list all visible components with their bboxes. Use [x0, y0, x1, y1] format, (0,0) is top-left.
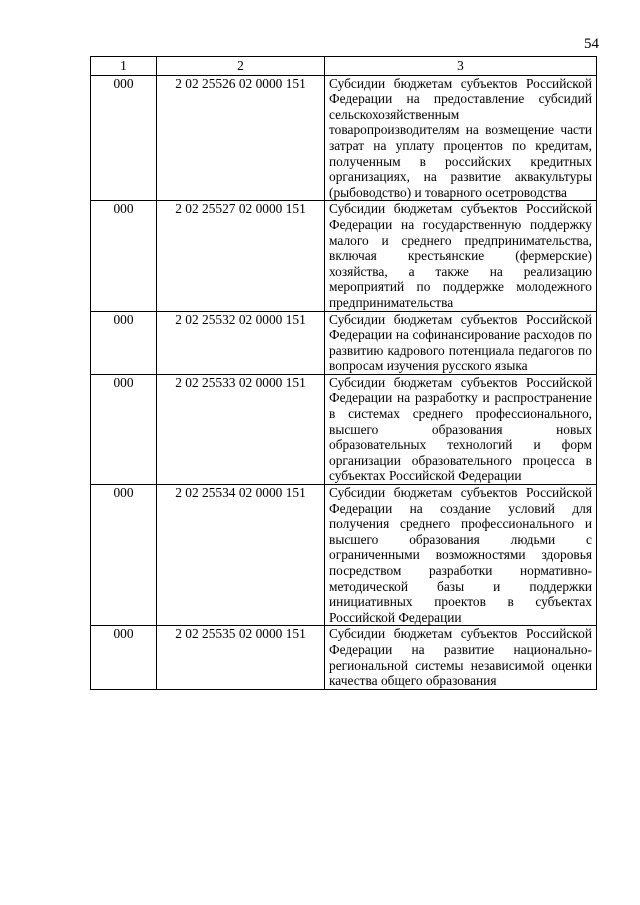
budget-code-cell: 2 02 25535 02 0000 151: [157, 626, 325, 689]
admin-code-cell: 000: [91, 311, 157, 374]
budget-code-cell: 2 02 25526 02 0000 151: [157, 75, 325, 201]
budget-code-cell: 2 02 25534 02 0000 151: [157, 485, 325, 626]
table-row: [91, 201, 597, 311]
admin-code-cell: 000: [91, 75, 157, 201]
budget-code-cell: 2 02 25527 02 0000 151: [157, 201, 325, 311]
budget-code-cell: 2 02 25532 02 0000 151: [157, 311, 325, 374]
column-header-2: 2: [157, 57, 325, 76]
income-name-cell: Субсидии бюджетам субъектов Российской Федерации на государственную поддержку малого и среднего предпринимательства, включая крестьянские (фермерские) хозяйства, а также на реализацию мероприятий по поддержке молодежного предпринимательства: [325, 201, 597, 311]
column-header-3: 3: [325, 57, 597, 76]
table-row: [91, 75, 597, 201]
table-row: [91, 626, 597, 689]
table-row: [91, 374, 597, 484]
income-name-cell: Субсидии бюджетам субъектов Российской Федерации на развитие национально-региональной системы независимой оценки качества общего образования: [325, 626, 597, 689]
table-row: [91, 485, 597, 626]
budget-classification-table: [90, 56, 597, 690]
admin-code-cell: 000: [91, 485, 157, 626]
page-number: 54: [584, 36, 599, 52]
income-name-cell: Субсидии бюджетам субъектов Российской Федерации на предоставление субсидий сельскохозяйственным товаропроизводителям на возмещение части затрат на уплату процентов по кредитам, полученным в российских кредитных организациях, на развитие аквакультуры (рыбоводство) и товарного осетроводства: [325, 75, 597, 201]
table-row: [91, 311, 597, 374]
admin-code-cell: 000: [91, 201, 157, 311]
budget-code-cell: 2 02 25533 02 0000 151: [157, 374, 325, 484]
admin-code-cell: 000: [91, 626, 157, 689]
income-name-cell: Субсидии бюджетам субъектов Российской Федерации на софинансирование расходов по развитию кадрового потенциала педагогов по вопросам изучения русского языка: [325, 311, 597, 374]
column-header-1: 1: [91, 57, 157, 76]
income-name-cell: Субсидии бюджетам субъектов Российской Федерации на создание условий для получения среднего профессионального и высшего образования людьми с ограниченными возможностями здоровья посредством разработки нормативно-методической базы и поддержки инициативных проектов в субъектах Российской Федерации: [325, 485, 597, 626]
table-header-row: [91, 57, 597, 76]
income-name-cell: Субсидии бюджетам субъектов Российской Федерации на разработку и распространение в системах среднего профессионального, высшего образования новых образовательных технологий и форм организации образовательного процесса в субъектах Российской Федерации: [325, 374, 597, 484]
admin-code-cell: 000: [91, 374, 157, 484]
